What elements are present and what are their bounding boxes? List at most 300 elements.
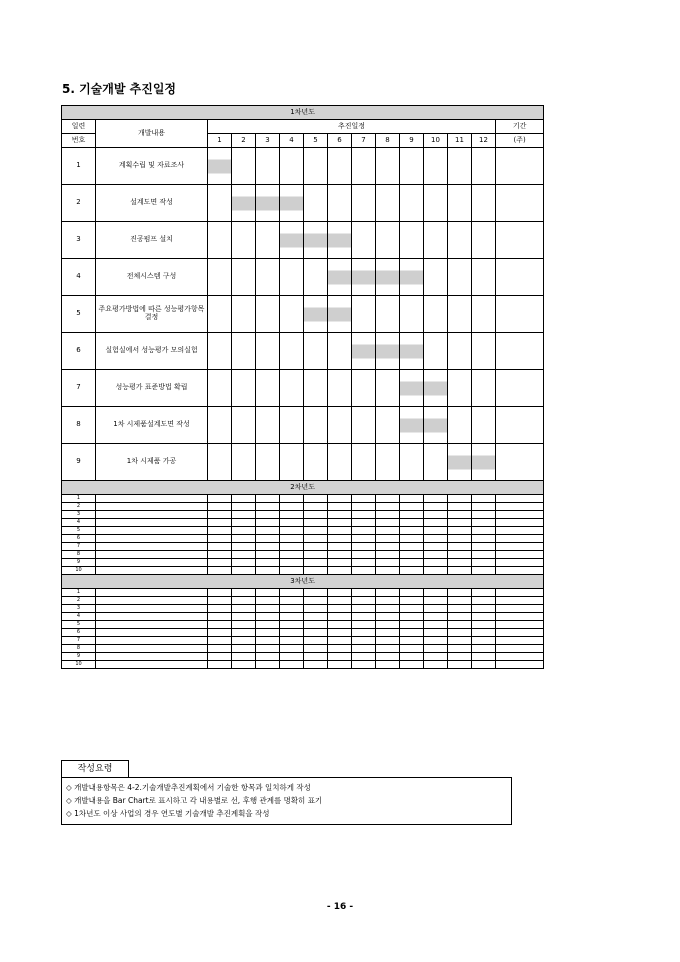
week-cell [208,605,232,613]
week-cell [256,148,280,185]
row-description: 성능평가 표준방법 확립 [96,370,208,407]
week-header: 11 [448,134,472,148]
week-cell [448,495,472,503]
schedule-bar [376,333,400,370]
week-cell [400,185,424,222]
note-item: ◇ 개발내용을 Bar Chart로 표시하고 각 내용별로 선, 후행 관계를 명확히 표기 [66,796,323,805]
period-cell [496,519,544,527]
week-cell [472,185,496,222]
period-cell [496,503,544,511]
week-cell [328,645,352,653]
table-row [62,296,544,333]
row-description [96,519,208,527]
week-cell [424,605,448,613]
row-description: 전체시스템 구성 [96,259,208,296]
week-cell [208,370,232,407]
week-cell [256,597,280,605]
week-cell [232,495,256,503]
row-description: 설계도면 작성 [96,185,208,222]
week-cell [280,661,304,669]
section-title: 5. 기술개발 추진일정 [62,82,177,96]
week-cell [352,495,376,503]
schedule-bar [424,407,448,444]
period-cell [496,370,544,407]
week-cell [328,148,352,185]
week-cell [472,597,496,605]
week-cell [400,495,424,503]
week-cell [328,661,352,669]
row-number: 1 [62,495,96,503]
week-cell [256,543,280,551]
week-cell [280,645,304,653]
schedule-bar [328,222,352,259]
week-cell [232,370,256,407]
week-cell [400,629,424,637]
week-cell [304,370,328,407]
schedule-bar [352,259,376,296]
week-cell [232,653,256,661]
week-cell [424,559,448,567]
week-cell [376,222,400,259]
row-number: 6 [62,333,96,370]
period-cell [496,148,544,185]
week-cell [232,613,256,621]
week-cell [448,637,472,645]
period-cell [496,597,544,605]
row-number: 8 [62,407,96,444]
week-cell [208,637,232,645]
week-cell [280,296,304,333]
week-cell [352,621,376,629]
week-cell [304,444,328,481]
period-cell [496,296,544,333]
period-cell [496,185,544,222]
week-cell [352,543,376,551]
week-cell [400,148,424,185]
week-cell [448,613,472,621]
row-description [96,511,208,519]
week-cell [400,597,424,605]
week-cell [256,222,280,259]
week-cell [448,296,472,333]
week-cell [376,444,400,481]
week-cell [280,605,304,613]
week-cell [280,503,304,511]
week-cell [328,535,352,543]
week-cell [280,637,304,645]
week-cell [376,597,400,605]
week-cell [352,629,376,637]
period-cell [496,259,544,296]
row-number: 3 [62,511,96,519]
week-header: 3 [256,134,280,148]
week-cell [448,661,472,669]
week-cell [280,551,304,559]
week-cell [232,621,256,629]
week-cell [232,637,256,645]
week-cell [400,621,424,629]
note-item: ◇ 개발내용항목은 4-2.기술개발추진계획에서 기술한 항목과 일치하게 작성 [66,783,311,792]
week-cell [208,559,232,567]
row-description [96,661,208,669]
period-cell [496,653,544,661]
week-cell [448,535,472,543]
week-cell [424,661,448,669]
week-cell [328,543,352,551]
week-cell [328,551,352,559]
week-header: 10 [424,134,448,148]
table-row [62,407,544,444]
week-cell [424,567,448,575]
week-cell [400,589,424,597]
week-cell [376,661,400,669]
schedule-bar [376,259,400,296]
week-cell [400,527,424,535]
week-cell [328,444,352,481]
week-cell [208,527,232,535]
row-description [96,621,208,629]
week-cell [328,621,352,629]
row-description [96,613,208,621]
week-cell [232,519,256,527]
row-number: 1 [62,589,96,597]
schedule-bar [304,222,328,259]
row-description [96,645,208,653]
week-cell [280,629,304,637]
week-cell [328,511,352,519]
week-cell [352,637,376,645]
table-row [62,567,544,575]
week-cell [376,185,400,222]
week-cell [304,645,328,653]
week-cell [472,535,496,543]
week-cell [232,511,256,519]
period-cell [496,535,544,543]
week-cell [448,370,472,407]
row-number: 9 [62,444,96,481]
week-cell [208,645,232,653]
table-row [62,543,544,551]
week-header: 4 [280,134,304,148]
week-cell [376,519,400,527]
row-number: 4 [62,613,96,621]
week-cell [376,543,400,551]
period-cell [496,551,544,559]
week-cell [472,637,496,645]
week-cell [352,661,376,669]
week-cell [472,613,496,621]
week-cell [304,503,328,511]
row-number: 5 [62,296,96,333]
week-cell [256,333,280,370]
week-cell [232,535,256,543]
week-cell [208,296,232,333]
period-cell [496,589,544,597]
row-description: 진공펌프 설치 [96,222,208,259]
week-cell [232,589,256,597]
week-cell [232,543,256,551]
week-cell [208,621,232,629]
week-cell [328,637,352,645]
week-cell [280,597,304,605]
week-cell [448,559,472,567]
row-description [96,605,208,613]
week-cell [256,535,280,543]
year-header: 2차년도 [62,481,544,495]
week-cell [232,148,256,185]
week-cell [400,567,424,575]
week-cell [256,605,280,613]
schedule-bar [352,333,376,370]
week-cell [424,613,448,621]
week-header: 7 [352,134,376,148]
week-cell [352,527,376,535]
row-description [96,637,208,645]
week-cell [280,495,304,503]
week-cell [424,543,448,551]
week-cell [304,589,328,597]
week-cell [400,637,424,645]
week-cell [400,645,424,653]
week-cell [472,543,496,551]
week-cell [448,567,472,575]
week-cell [448,589,472,597]
week-cell [472,148,496,185]
period-cell [496,559,544,567]
week-cell [424,185,448,222]
week-cell [304,148,328,185]
row-description [96,551,208,559]
col-schedule-header: 추진일정 [208,120,496,134]
table-row [62,621,544,629]
week-cell [208,589,232,597]
week-cell [304,333,328,370]
row-description [96,629,208,637]
row-description [96,503,208,511]
week-cell [328,527,352,535]
week-cell [400,543,424,551]
period-cell [496,407,544,444]
week-cell [448,503,472,511]
week-cell [208,661,232,669]
week-cell [232,645,256,653]
week-cell [232,567,256,575]
schedule-bar [448,444,472,481]
col-no-header-2: 번호 [62,134,96,148]
week-cell [256,444,280,481]
period-cell [496,661,544,669]
week-cell [208,551,232,559]
week-cell [376,535,400,543]
week-cell [472,605,496,613]
week-cell [424,495,448,503]
week-cell [472,629,496,637]
week-cell [208,503,232,511]
row-description [96,527,208,535]
week-cell [232,559,256,567]
week-cell [352,370,376,407]
week-cell [280,527,304,535]
week-header: 2 [232,134,256,148]
week-header: 1 [208,134,232,148]
week-cell [448,222,472,259]
row-number: 2 [62,185,96,222]
week-cell [208,613,232,621]
week-cell [424,645,448,653]
week-cell [256,637,280,645]
week-cell [448,407,472,444]
week-cell [472,589,496,597]
period-cell [496,637,544,645]
week-cell [400,511,424,519]
week-cell [376,495,400,503]
week-cell [208,597,232,605]
week-cell [280,559,304,567]
schedule-bar [400,333,424,370]
week-cell [376,629,400,637]
week-cell [376,589,400,597]
week-cell [376,613,400,621]
week-cell [400,535,424,543]
row-description: 주요평가방법에 따른 성능평가항목 결정 [96,296,208,333]
table-row [62,613,544,621]
table-row [62,511,544,519]
schedule-bar [400,407,424,444]
schedule-bar [472,444,496,481]
week-cell [448,511,472,519]
schedule-bar [328,259,352,296]
week-cell [376,407,400,444]
row-number: 6 [62,629,96,637]
week-cell [376,621,400,629]
table-row [62,527,544,535]
week-cell [208,535,232,543]
period-cell [496,605,544,613]
table-row [62,519,544,527]
col-period-header-2: (주) [496,134,544,148]
schedule-bar [400,259,424,296]
week-cell [352,148,376,185]
week-cell [232,597,256,605]
week-cell [472,333,496,370]
week-cell [304,605,328,613]
row-number: 7 [62,543,96,551]
week-cell [232,629,256,637]
week-cell [280,653,304,661]
table-row [62,444,544,481]
week-cell [232,503,256,511]
week-cell [472,527,496,535]
week-cell [448,543,472,551]
period-cell [496,495,544,503]
week-cell [256,645,280,653]
week-cell [424,259,448,296]
week-cell [472,551,496,559]
week-cell [328,653,352,661]
week-cell [376,511,400,519]
notes-heading: 작성요령 [61,760,129,778]
col-period-header: 기간 [496,120,544,134]
week-cell [280,621,304,629]
week-cell [280,148,304,185]
week-cell [328,597,352,605]
week-cell [304,535,328,543]
week-cell [352,613,376,621]
table-row [62,653,544,661]
week-cell [424,589,448,597]
week-cell [304,597,328,605]
row-number: 6 [62,535,96,543]
week-cell [424,629,448,637]
period-cell [496,511,544,519]
table-row [62,551,544,559]
week-cell [328,567,352,575]
week-cell [400,519,424,527]
week-cell [424,621,448,629]
week-cell [232,527,256,535]
schedule-bar [400,370,424,407]
week-cell [448,629,472,637]
week-cell [232,259,256,296]
week-cell [328,333,352,370]
week-cell [376,605,400,613]
week-cell [400,222,424,259]
week-cell [472,621,496,629]
schedule-bar [304,296,328,333]
table-row [62,535,544,543]
week-cell [400,551,424,559]
week-cell [280,259,304,296]
week-cell [304,543,328,551]
row-number: 3 [62,605,96,613]
week-cell [304,495,328,503]
week-cell [448,148,472,185]
week-cell [328,370,352,407]
table-row [62,503,544,511]
week-cell [424,222,448,259]
week-cell [232,551,256,559]
week-cell [208,567,232,575]
week-cell [256,613,280,621]
week-cell [472,511,496,519]
week-cell [328,605,352,613]
row-number: 8 [62,551,96,559]
week-cell [208,495,232,503]
week-cell [472,519,496,527]
week-cell [208,511,232,519]
year-header: 3차년도 [62,575,544,589]
week-cell [304,185,328,222]
week-cell [424,597,448,605]
week-cell [352,222,376,259]
week-cell [304,551,328,559]
row-description [96,589,208,597]
week-cell [400,653,424,661]
week-header: 9 [400,134,424,148]
week-cell [328,589,352,597]
row-number: 10 [62,661,96,669]
table-row [62,495,544,503]
week-cell [352,444,376,481]
week-cell [424,637,448,645]
week-cell [376,551,400,559]
table-row [62,605,544,613]
week-cell [256,629,280,637]
week-cell [424,444,448,481]
week-cell [424,535,448,543]
week-cell [280,519,304,527]
week-cell [256,527,280,535]
